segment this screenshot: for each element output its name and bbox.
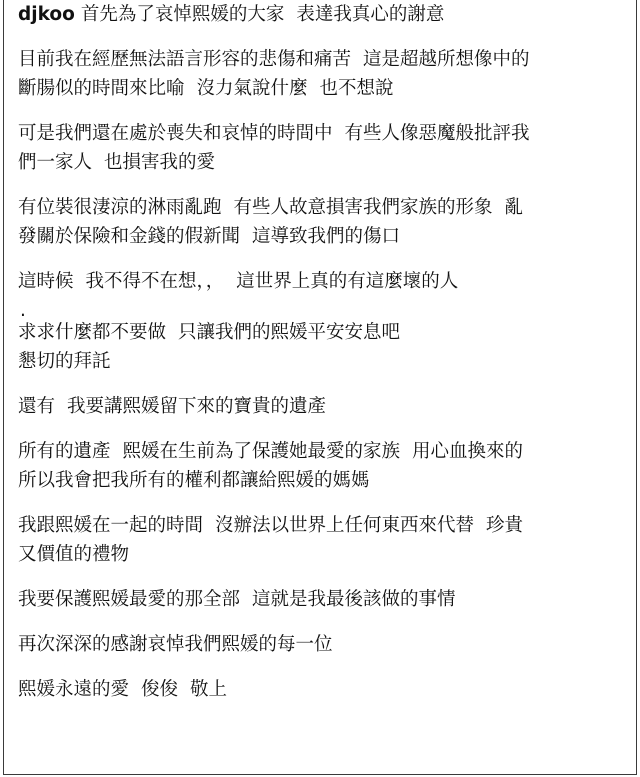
text-segment: 所有的遺產: [18, 441, 111, 462]
text-line: [18, 119, 628, 148]
text-segment: 熙媛在生前為了保護她最愛的家族: [122, 441, 401, 462]
text-segment: 還有: [18, 396, 56, 417]
username[interactable]: djkoo: [18, 4, 75, 25]
paragraph: [18, 267, 628, 320]
paragraph: [18, 585, 628, 614]
text-line: [18, 466, 628, 495]
text-segment: 珍貴: [486, 515, 524, 536]
text-line: [18, 74, 628, 103]
paragraph: [18, 119, 628, 177]
text-segment: 可是我們還在處於喪失和哀悼的時間中: [18, 123, 333, 144]
text-segment: 們一家人: [18, 152, 93, 173]
text-segment: 首先為了哀悼熙媛的大家: [80, 4, 285, 25]
paragraph: [18, 193, 628, 251]
text-line: [18, 437, 628, 466]
text-segment: 表達我真心的謝意: [296, 4, 445, 25]
text-line: [18, 45, 628, 74]
paragraph: [18, 318, 628, 376]
text-segment: 用心血換來的: [412, 441, 524, 462]
text-segment: 這時候: [18, 271, 74, 292]
text-segment: 沒力氣說什麼: [196, 78, 308, 99]
text-segment: 我跟熙媛在一起的時間: [18, 515, 204, 536]
text-segment: 我要保護熙媛最愛的那全部: [18, 589, 241, 610]
text-segment: 有些人像惡魔般批評我: [344, 123, 530, 144]
signature-name: 俊俊: [141, 679, 179, 700]
text-segment: 目前我在經歷無法語言形容的悲傷和痛苦: [18, 49, 352, 70]
text-line: [18, 267, 628, 296]
text-line: [18, 148, 628, 177]
text-segment: 發關於保險和金錢的假新聞: [18, 226, 241, 247]
text-line: [18, 347, 628, 376]
paragraph: [18, 511, 628, 569]
text-segment: 也損害我的愛: [104, 152, 216, 173]
text-segment: 這是超越所想像中的: [363, 49, 530, 70]
stray-period: .: [20, 300, 26, 321]
text-line: [18, 630, 628, 659]
text-segment: 懇切的拜託: [18, 351, 111, 372]
text-segment: 我不得不在想，，: [85, 271, 225, 292]
text-line: [18, 318, 628, 347]
paragraph: [18, 392, 628, 421]
paragraph: [18, 437, 628, 495]
text-segment: 也不想說: [319, 78, 394, 99]
text-segment: 亂: [504, 197, 524, 218]
text-segment: 敬上: [190, 679, 228, 700]
text-segment: 我要講熙媛留下來的寶貴的遺產: [67, 396, 327, 417]
text-segment: 所以我會把我所有的權利都讓給熙媛的媽媽: [18, 470, 370, 491]
text-line: [18, 392, 628, 421]
post-text: [18, 0, 628, 720]
text-segment: 求求什麼都不要做: [18, 322, 167, 343]
text-line: [18, 193, 628, 222]
paragraph-signature: [18, 675, 628, 704]
text-line: [18, 540, 628, 569]
paragraph: [18, 45, 628, 103]
text-segment: 斷腸似的時間來比喻: [18, 78, 185, 99]
text-segment: 有位裝很淒涼的淋雨亂跑: [18, 197, 222, 218]
text-line: [18, 222, 628, 251]
text-line: [18, 0, 628, 29]
text-segment: 這就是我最後該做的事情: [252, 589, 456, 610]
text-segment: 有些人故意損害我們家族的形象: [233, 197, 493, 218]
text-segment: 這導致我們的傷口: [252, 226, 401, 247]
text-segment: 這世界上真的有這麼壞的人: [236, 271, 459, 292]
text-segment: 只讓我們的熙媛平安安息吧: [178, 322, 401, 343]
text-line: [18, 675, 628, 704]
text-segment: 再次深深的感謝哀悼我們熙媛的每一位: [18, 634, 333, 655]
paragraph-greeting: [18, 0, 628, 29]
text-segment: 沒辦法以世界上任何東西來代替: [215, 515, 475, 536]
paragraph: [18, 630, 628, 659]
text-segment: 又價值的禮物: [18, 544, 130, 565]
text-line: [18, 585, 628, 614]
text-segment: 熙媛永遠的愛: [18, 679, 130, 700]
text-line: [18, 511, 628, 540]
